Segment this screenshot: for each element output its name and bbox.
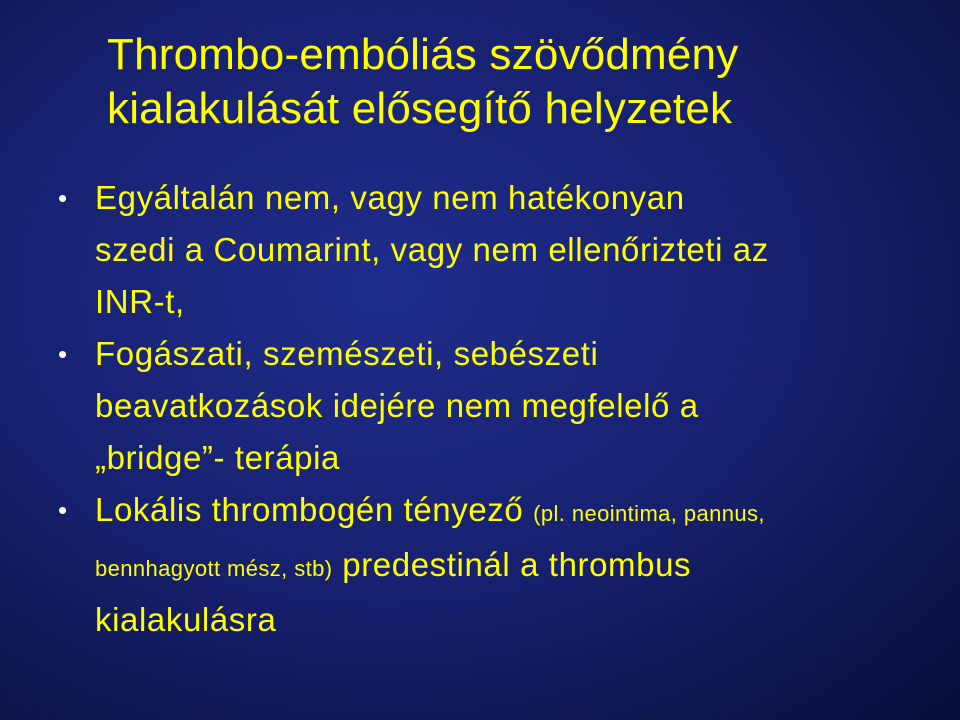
bullet-3-main-text: Lokális thrombogén tényező — [95, 491, 524, 528]
bullet-item-1 — [58, 172, 938, 328]
bullet-1-line-3: INR-t, — [95, 283, 185, 320]
bullet-1-line-2: szedi a Coumarint, vagy nem ellenőrizteti az — [95, 231, 769, 268]
bullet-3-line-3: kialakulásra — [95, 601, 277, 638]
bullet-3-main-text-2: predestinál a thrombus — [342, 546, 692, 583]
bullet-dot-icon: • — [58, 183, 68, 213]
bullet-3-small-text-2: bennhagyott mész, stb) — [95, 556, 333, 581]
title-line-1: Thrombo-embóliás szövődmény — [107, 30, 739, 79]
title-line-2: kialakulását elősegítő helyzetek — [107, 84, 733, 133]
bullet-item-2 — [58, 328, 938, 484]
slide-title — [107, 28, 927, 136]
bullet-dot-icon: • — [58, 339, 68, 369]
bullet-2-line-1: Fogászati, szemészeti, sebészeti — [95, 335, 599, 372]
bullet-1-line-1: Egyáltalán nem, vagy nem hatékonyan — [95, 179, 685, 216]
bullet-list — [58, 172, 938, 646]
bullet-2-line-2: beavatkozások idejére nem megfelelő a — [95, 387, 699, 424]
bullet-3-small-text-1: (pl. neointima, pannus, — [533, 501, 765, 526]
bullet-2-line-3: „bridge”- terápia — [95, 439, 340, 476]
bullet-3-line-1 — [95, 484, 938, 540]
bullet-3-line-2 — [95, 540, 938, 594]
bullet-dot-icon: • — [58, 495, 68, 525]
bullet-item-3 — [58, 484, 938, 646]
